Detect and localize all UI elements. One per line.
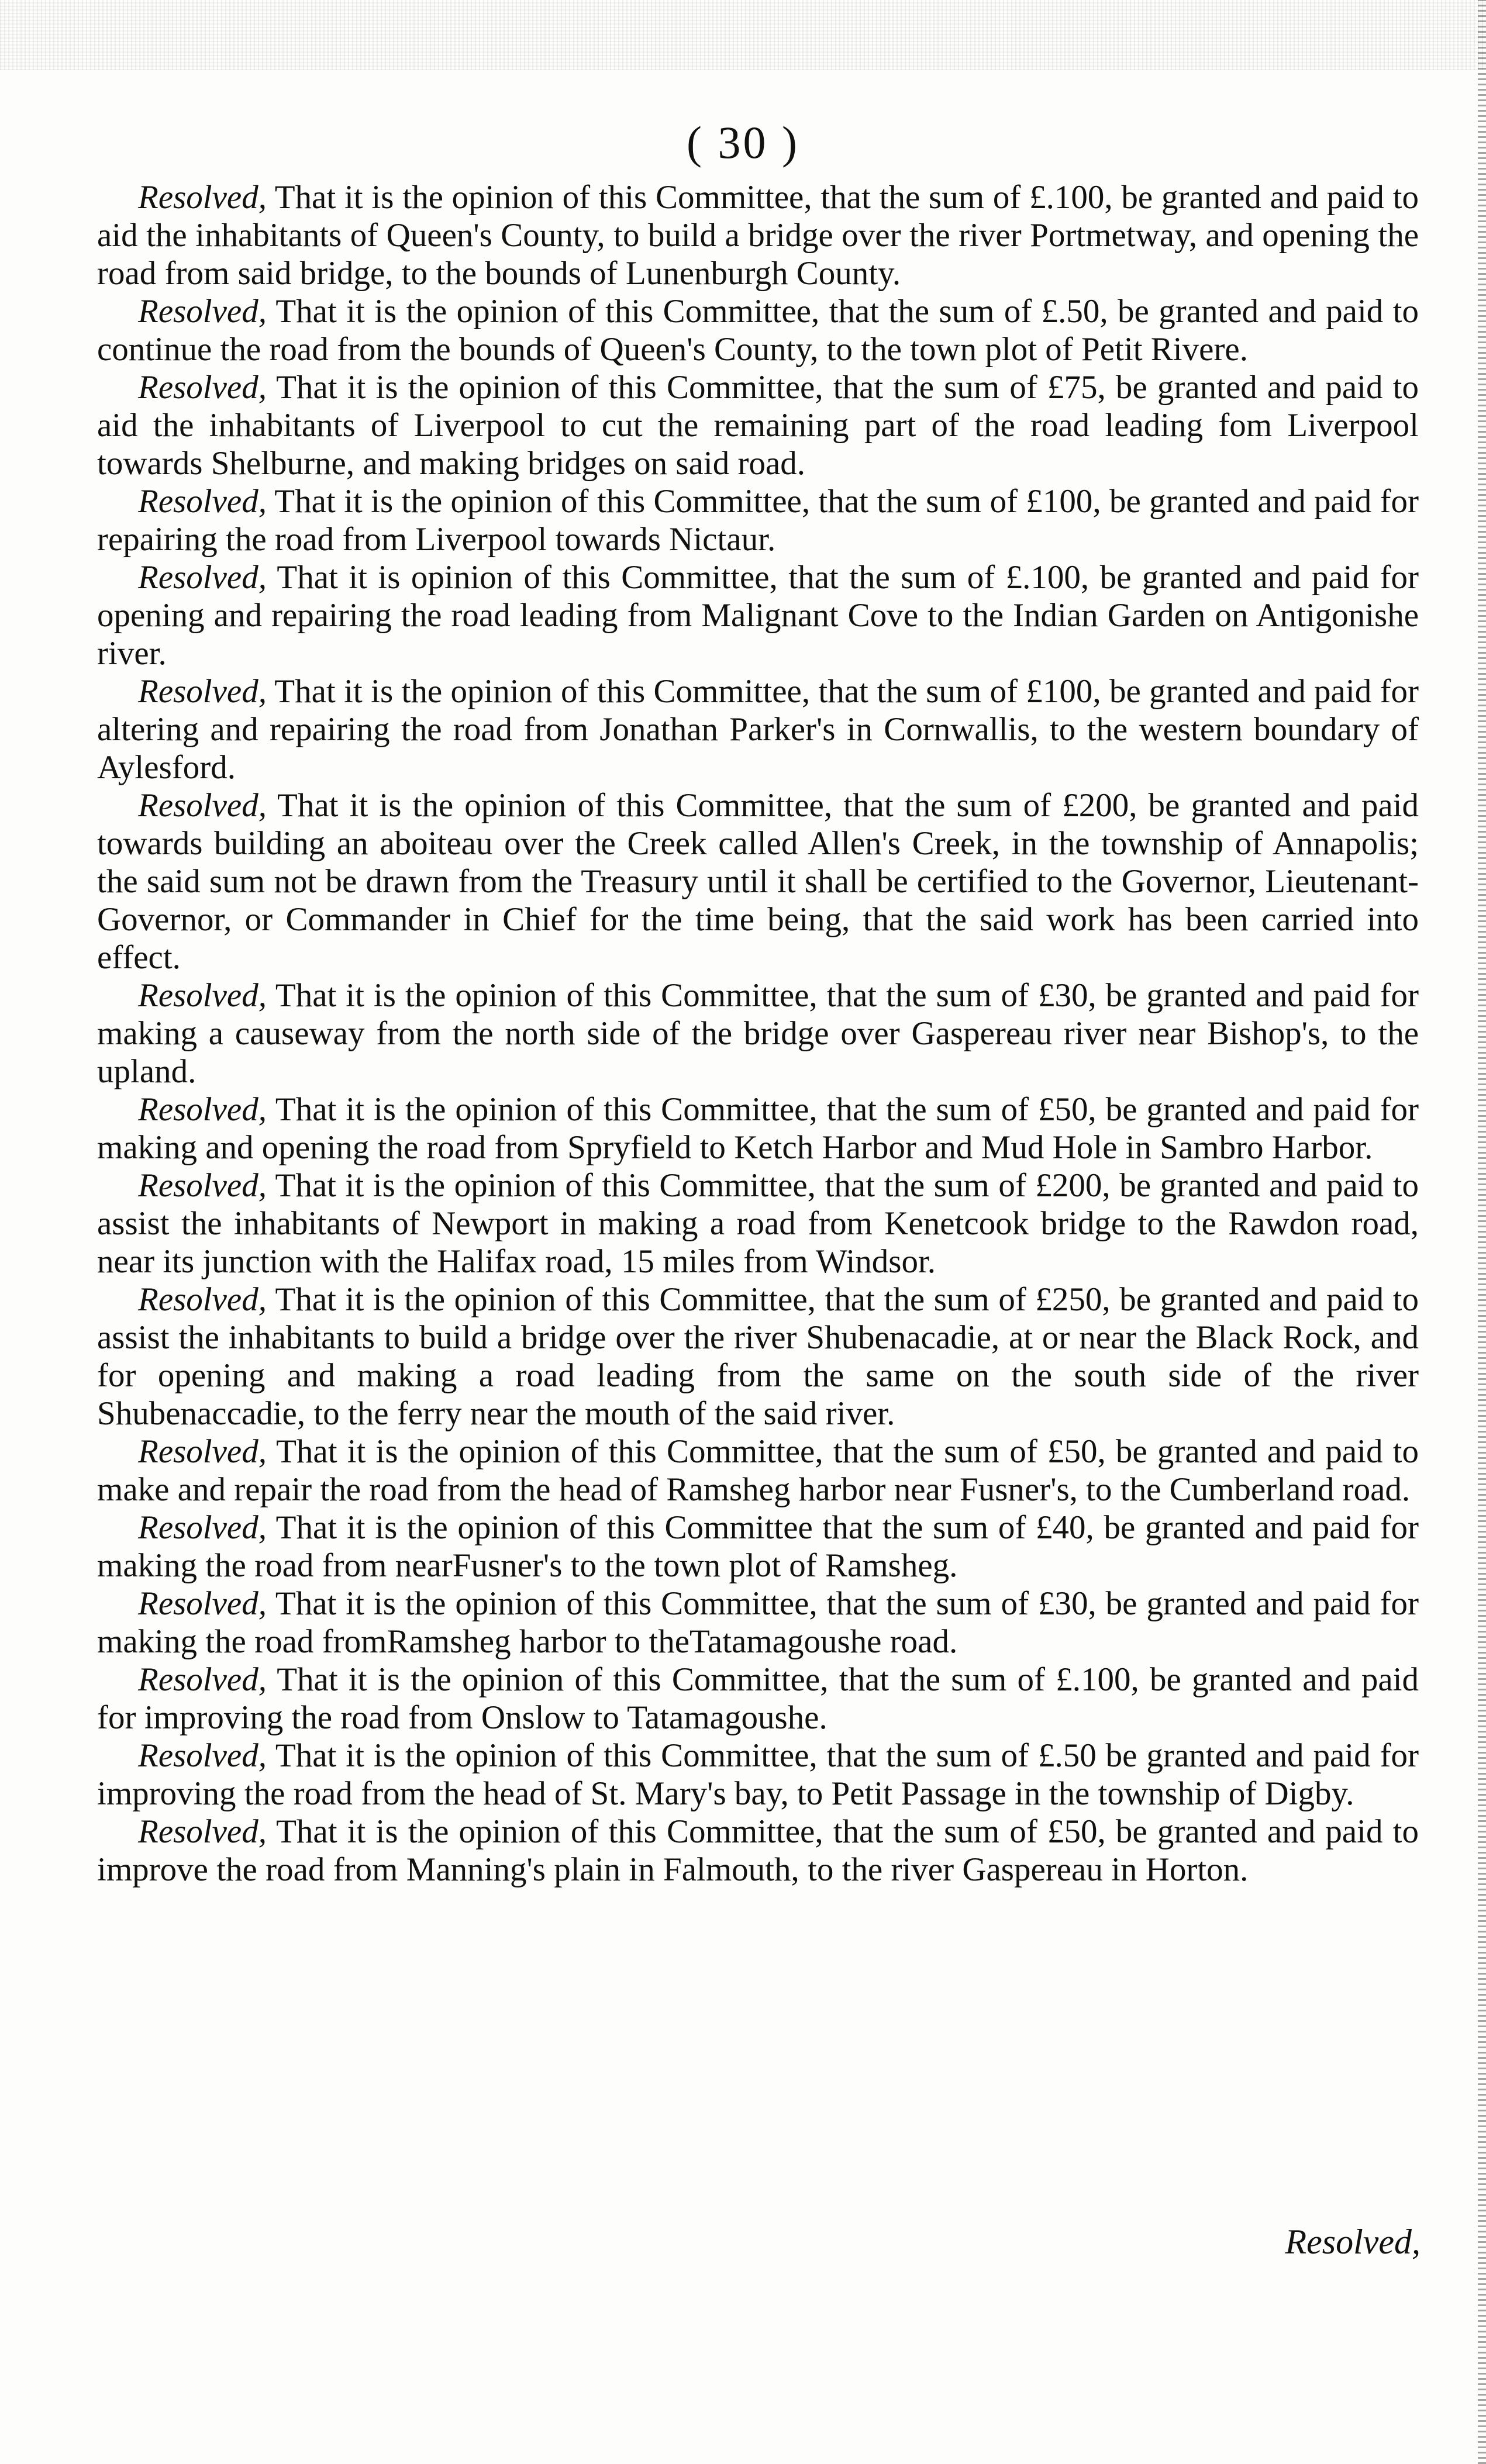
scan-noise-top (0, 0, 1486, 70)
resolved-lead: Resolved, (138, 1509, 267, 1546)
resolved-lead: Resolved, (138, 179, 267, 216)
resolution-paragraph (97, 1661, 1419, 1737)
resolution-text: That it is the opinion of this Committee that the sum of £40, be granted and paid for making the road from nearFusner's to the town plot of Ramsheg. (97, 1509, 1419, 1584)
resolved-lead: Resolved, (138, 1737, 267, 1774)
resolution-text: That it is the opinion of this Committee, that the sum of £30, be granted and paid for making the road fromRamsheg harbor to theTatamagoushe road. (97, 1585, 1419, 1660)
resolution-text: That it is the opinion of this Committee, that the sum of £200, be granted and paid towards building an aboiteau over the Creek called Allen's Creek, in the township of Annapolis; the said sum not be drawn from the Treasury until it shall be certified to the Governor, Lieutenant-Governor, or Commander in Chief for the time being, that the said work has been carried into effect. (97, 787, 1419, 976)
resolution-text: That it is the opinion of this Committee, that the sum of £.50 be granted and paid for improving the road from the head of St. Mary's bay, to Petit Passage in the township of Digby. (97, 1737, 1419, 1812)
resolution-text: That it is the opinion of this Committee, that the sum of £.100, be granted and paid for improving the road from Onslow to Tatamagoushe. (97, 1661, 1419, 1736)
resolution-paragraph (97, 1813, 1419, 1889)
resolution-text: That it is the opinion of this Committee, that the sum of £50, be granted and paid to improve the road from Manning's plain in Falmouth, to the river Gaspereau in Horton. (97, 1813, 1419, 1888)
resolution-paragraph (97, 482, 1419, 558)
resolution-text: That it is opinion of this Committee, that the sum of £.100, be granted and paid for opening and repairing the road leading from Malignant Cove to the Indian Garden on Antigonishe river. (97, 559, 1419, 672)
resolved-lead: Resolved, (138, 977, 267, 1014)
resolution-paragraph (97, 1090, 1419, 1167)
resolved-lead: Resolved, (138, 1813, 267, 1850)
resolution-text: That it is the opinion of this Committee, that the sum of £200, be granted and paid to assist the inhabitants of Newport in making a road from Kenetcook bridge to the Rawdon road, near its junction with the Halifax road, 15 miles from Windsor. (97, 1167, 1419, 1280)
resolution-paragraph (97, 1585, 1419, 1661)
resolution-paragraph (97, 1281, 1419, 1433)
resolution-text: That it is the opinion of this Committee, that the sum of £.100, be granted and paid to aid the inhabitants of Queen's County, to build a bridge over the river Portmetway, and opening the road from said bridge, to the bounds of Lunenburgh County. (97, 179, 1419, 292)
resolution-paragraph (97, 1167, 1419, 1281)
resolution-text: That it is the opinion of this Committee, that the sum of £250, be granted and paid to assist the inhabitants to build a bridge over the river Shubenacadie, at or near the Black Rock, and for opening and making a road leading from the same on the south side of the river Shubenaccadie, to the ferry near the mouth of the said river. (97, 1281, 1419, 1432)
scan-noise-right-edge (1478, 0, 1486, 2464)
resolution-text: That it is the opinion of this Committee, that the sum of £.50, be granted and paid to continue the road from the bounds of Queen's County, to the town plot of Petit Rivere. (97, 293, 1419, 368)
resolution-text: That it is the opinion of this Committee, that the sum of £50, be granted and paid to make and repair the road from the head of Ramsheg harbor near Fusner's, to the Cumberland road. (97, 1433, 1419, 1508)
resolution-paragraph (97, 1433, 1419, 1509)
resolved-lead: Resolved, (138, 1167, 267, 1204)
resolved-lead: Resolved, (138, 483, 267, 520)
catchword: Resolved, (1285, 2223, 1421, 2261)
resolved-lead: Resolved, (138, 787, 267, 824)
resolution-paragraph (97, 558, 1419, 672)
resolution-text: That it is the opinion of this Committee, that the sum of £50, be granted and paid for making and opening the road from Spryfield to Ketch Harbor and Mud Hole in Sambro Harbor. (97, 1091, 1419, 1166)
resolved-lead: Resolved, (138, 559, 267, 596)
resolved-lead: Resolved, (138, 293, 267, 330)
resolved-lead: Resolved, (138, 1281, 267, 1318)
resolution-paragraph (97, 1737, 1419, 1813)
resolution-text: That it is the opinion of this Committee, that the sum of £100, be granted and paid for altering and repairing the road from Jonathan Parker's in Cornwallis, to the western boundary of Aylesford. (97, 673, 1419, 786)
resolution-paragraph (97, 292, 1419, 368)
resolutions-text (97, 178, 1419, 1889)
resolution-paragraph (97, 1509, 1419, 1585)
resolution-text: That it is the opinion of this Committee, that the sum of £75, be granted and paid to aid the inhabitants of Liverpool to cut the remaining part of the road leading fom Liverpool towards Shelburne, and making bridges on said road. (97, 369, 1419, 482)
resolution-paragraph (97, 976, 1419, 1090)
resolved-lead: Resolved, (138, 1585, 267, 1622)
resolved-lead: Resolved, (138, 673, 267, 710)
resolution-paragraph (97, 368, 1419, 482)
resolution-paragraph (97, 786, 1419, 976)
page-number: ( 30 ) (687, 117, 799, 168)
resolved-lead: Resolved, (138, 1433, 267, 1470)
resolved-lead: Resolved, (138, 1661, 267, 1698)
resolved-lead: Resolved, (138, 369, 267, 406)
resolution-paragraph (97, 672, 1419, 786)
resolution-paragraph (97, 178, 1419, 292)
resolved-lead: Resolved, (138, 1091, 267, 1128)
resolution-text: That it is the opinion of this Committee, that the sum of £100, be granted and paid for repairing the road from Liverpool towards Nictaur. (97, 483, 1419, 558)
resolution-text: That it is the opinion of this Committee, that the sum of £30, be granted and paid for making a causeway from the north side of the bridge over Gaspereau river near Bishop's, to the upland. (97, 977, 1419, 1090)
